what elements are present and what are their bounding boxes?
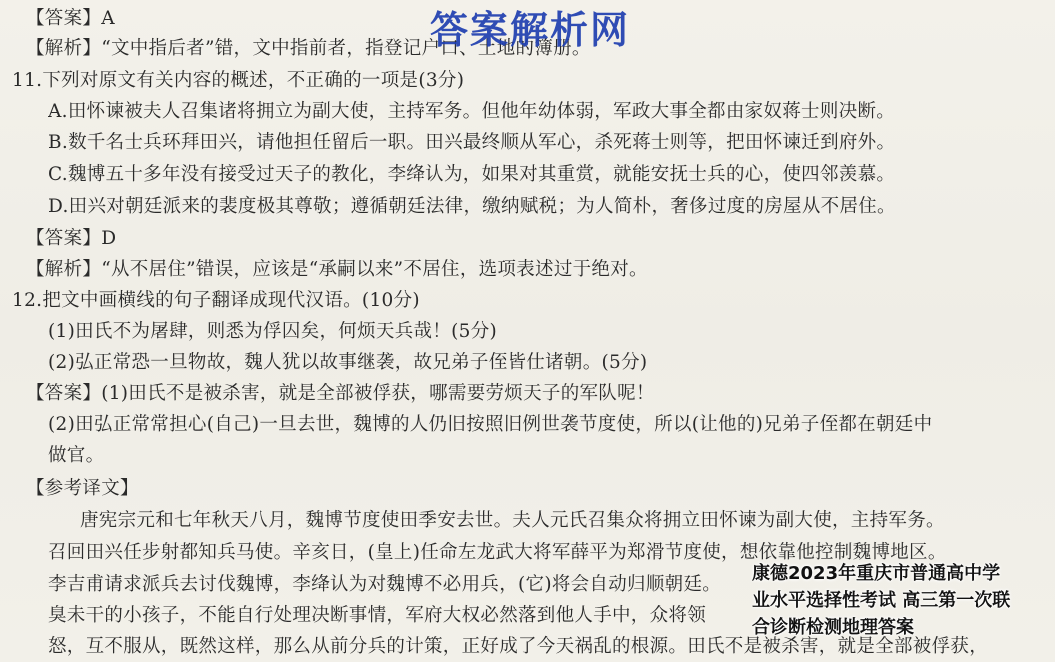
- watermark-bottom-line-2: 业水平选择性考试 高三第一次联: [752, 590, 1011, 611]
- translation-paragraph-line-5: 怒，互不服从，既然这样，那么从前分兵的计策，正好成了今天祸乱的根源。田氏不是被杀害，就是全部被俘获，: [48, 636, 989, 657]
- answer-10-line: 【答案】A: [26, 8, 115, 29]
- answer-12-line: 【答案】(1)田氏不是被杀害，就是全部被俘获，哪需要劳烦天子的军队呢！: [26, 383, 655, 404]
- question-12-title: 12.把文中画横线的句子翻译成现代汉语。(10分): [12, 290, 420, 311]
- answer-11-line: 【答案】D: [26, 228, 117, 249]
- watermark-bottom-line-3: 合诊断检测地理答案: [752, 617, 914, 638]
- question-12-sub1: (1)田氏不为屠肆，则悉为俘囚矣，何烦天兵哉！(5分): [48, 321, 498, 342]
- translation-paragraph-line-2: 召回田兴任步射都知兵马使。辛亥日，(皇上)任命左龙武大将军薛平为郑滑节度使，想依靠他控制魏博地区。: [48, 542, 947, 563]
- question-11-option-c: C.魏博五十多年没有接受过天子的教化，李绛认为，如果对其重赏，就能安抚士兵的心，使四邻羡慕。: [48, 164, 896, 185]
- answer-12-sub2-continuation: 做官。: [48, 445, 105, 466]
- watermark-bottom-line-1: 康德2023年重庆市普通高中学: [752, 563, 1001, 584]
- translation-paragraph-line-3: 李吉甫请求派兵去讨伐魏博，李绛认为对魏博不必用兵，(它)将会自动归顺朝廷。: [48, 574, 722, 595]
- question-11-title: 11.下列对原文有关内容的概述，不正确的一项是(3分): [12, 70, 465, 91]
- site-watermark-top: 答案解析网: [430, 8, 631, 52]
- translation-paragraph-line-1: 唐宪宗元和七年秋天八月，魏博节度使田季安去世。夫人元氏召集众将拥立田怀谏为副大使，主持军务。: [80, 510, 945, 531]
- question-11-option-a: A.田怀谏被夫人召集诸将拥立为副大使，主持军务。但他年幼体弱，军政大事全都由家奴蒋士则决断。: [48, 101, 896, 122]
- question-11-option-b: B.数千名士兵环拜田兴，请他担任留后一职。田兴最终顺从军心，杀死蒋士则等，把田怀谏迁到府外。: [48, 132, 896, 153]
- question-11-option-d: D.田兴对朝廷派来的裴度极其尊敬；遵循朝廷法律，缴纳赋税；为人简朴，奢侈过度的房屋从不居住。: [48, 196, 896, 217]
- analysis-10-line: 【解析】“文中指后者”错，文中指前者，指登记户口、土地的簿册。: [26, 38, 591, 59]
- translation-paragraph-line-4: 臭未干的小孩子，不能自行处理决断事情，军府大权必然落到他人手中，众将领: [48, 605, 707, 626]
- reference-translation-heading: 【参考译文】: [26, 478, 139, 499]
- question-12-sub2: (2)弘正常恐一旦物故，魏人犹以故事继袭，故兄弟子侄皆仕诸朝。(5分): [48, 352, 648, 373]
- analysis-11-line: 【解析】“从不居住”错误，应该是“承嗣以来”不居住，选项表述过于绝对。: [26, 259, 648, 280]
- site-watermark-bottom: [752, 560, 1052, 641]
- answer-12-sub2-line: (2)田弘正常常担心(自己)一旦去世，魏博的人仍旧按照旧例世袭节度使，所以(让他的)兄弟子侄都在朝廷中: [48, 414, 933, 435]
